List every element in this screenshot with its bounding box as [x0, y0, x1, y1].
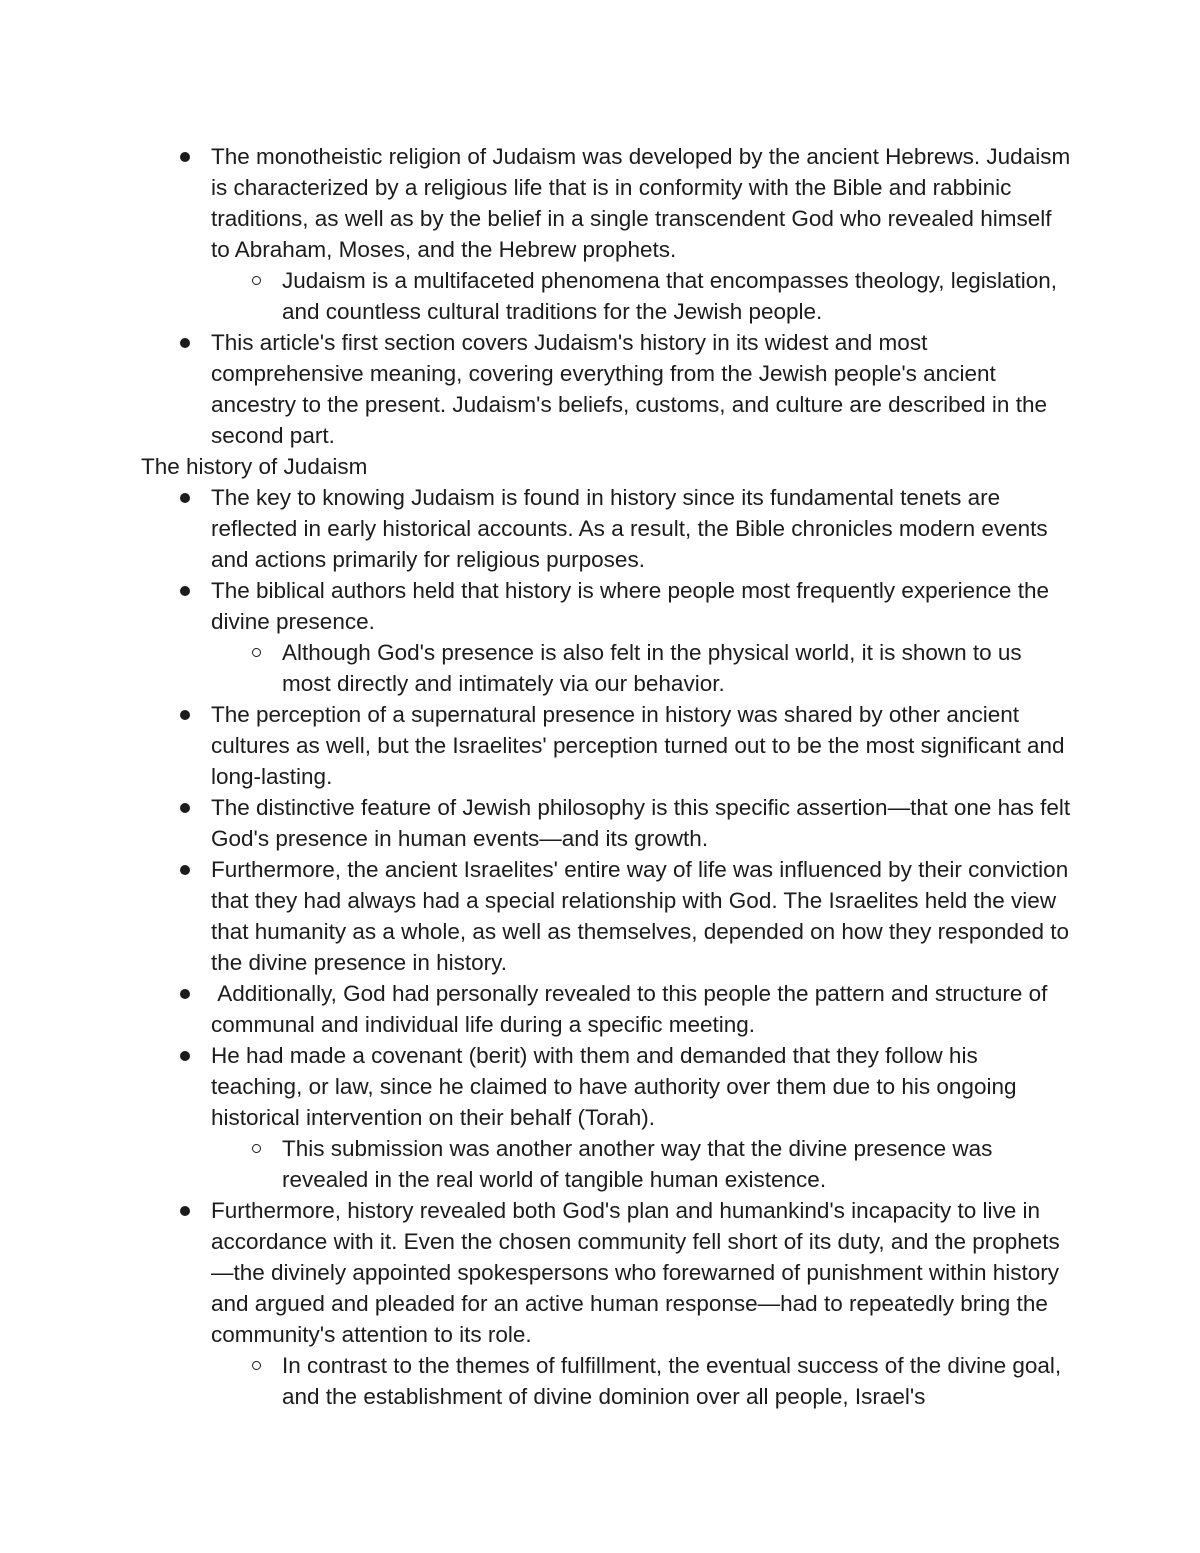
section-heading: [141, 451, 1071, 482]
document-page: [141, 141, 1071, 1412]
sub-bullet-item: [141, 1133, 1071, 1195]
bullet-dot-icon: [180, 493, 190, 503]
bullet-dot-icon: [180, 1206, 190, 1216]
bullet-item: [141, 978, 1071, 1040]
bullet-text: The distinctive feature of Jewish philosophy is this specific assertion—that one has felt God's presence in human events—and its growth.: [211, 795, 1071, 851]
sub-bullet-item: [141, 265, 1071, 327]
bullet-dot-icon: [180, 989, 190, 999]
bullet-dot-icon: [180, 586, 190, 596]
bullet-text: Furthermore, the ancient Israelites' entire way of life was influenced by their conviction that they had always had a special relationship with God. The Israelites held the view that humanity as a whole, as well as themselves, depended on how they responded to the divine presence in history.: [211, 857, 1070, 975]
sub-bullet-item: [141, 637, 1071, 699]
bullet-item: [141, 327, 1071, 451]
bullet-dot-icon: [180, 865, 190, 875]
bullet-text: The key to knowing Judaism is found in history since its fundamental tenets are reflected in early historical accounts. As a result, the Bible chronicles modern events and actions primarily for religious purposes.: [211, 485, 1048, 572]
bullet-dot-icon: [180, 338, 190, 348]
bullet-dot-icon: [180, 803, 190, 813]
bullet-text: In contrast to the themes of fulfillment, the eventual success of the divine goal, and the establishment of divine dominion over all people, Israel's: [282, 1353, 1062, 1409]
bullet-text: Although God's presence is also felt in the physical world, it is shown to us most directly and intimately via our behavior.: [282, 640, 1022, 696]
bullet-text: Additionally, God had personally revealed to this people the pattern and structure of communal and individual life during a specific meeting.: [211, 981, 1054, 1037]
bullet-circle-icon: [252, 1361, 261, 1370]
bullet-dot-icon: [180, 1051, 190, 1061]
bullet-item: [141, 482, 1071, 575]
bullet-item: [141, 575, 1071, 637]
bullet-item: [141, 699, 1071, 792]
bullet-circle-icon: [252, 276, 261, 285]
bullet-text: He had made a covenant (berit) with them and demanded that they follow his teaching, or law, since he claimed to have authority over them due to his ongoing historical intervention on their behalf (Torah).: [211, 1043, 1017, 1130]
bullet-text: Furthermore, history revealed both God's plan and humankind's incapacity to live in accordance with it. Even the chosen community fell short of its duty, and the prophets—the divinely appointed spokespersons who forewarned of punishment within history and argued and pleaded for an active human response—had to repeatedly bring the community's attention to its role.: [211, 1198, 1060, 1347]
bullet-text: Judaism is a multifaceted phenomena that encompasses theology, legislation, and countless cultural traditions for the Jewish people.: [282, 268, 1058, 324]
bullet-item: [141, 792, 1071, 854]
bullet-dot-icon: [180, 710, 190, 720]
sub-bullet-item: [141, 1350, 1071, 1412]
bullet-text: This submission was another another way that the divine presence was revealed in the real world of tangible human existence.: [282, 1136, 993, 1192]
bullet-text: The biblical authors held that history is where people most frequently experience the divine presence.: [211, 578, 1049, 634]
bullet-circle-icon: [252, 1144, 261, 1153]
bullet-circle-icon: [252, 648, 261, 657]
bullet-text: The perception of a supernatural presence in history was shared by other ancient cultures as well, but the Israelites' perception turned out to be the most significant and long-lasting.: [211, 702, 1065, 789]
bullet-item: [141, 141, 1071, 265]
section-heading-text: The history of Judaism: [141, 454, 368, 479]
bullet-text: This article's first section covers Judaism's history in its widest and most comprehensive meaning, covering everything from the Jewish people's ancient ancestry to the present. Judaism's beliefs, customs, and culture are described in the second part.: [211, 330, 1047, 448]
bullet-item: [141, 854, 1071, 978]
bullet-text: The monotheistic religion of Judaism was developed by the ancient Hebrews. Judaism is characterized by a religious life that is in conformity with the Bible and rabbinic traditions, as well as by the belief in a single transcendent God who revealed himself to Abraham, Moses, and the Hebrew prophets.: [211, 144, 1071, 262]
bullet-item: [141, 1040, 1071, 1133]
bullet-dot-icon: [180, 152, 190, 162]
bullet-item: [141, 1195, 1071, 1350]
